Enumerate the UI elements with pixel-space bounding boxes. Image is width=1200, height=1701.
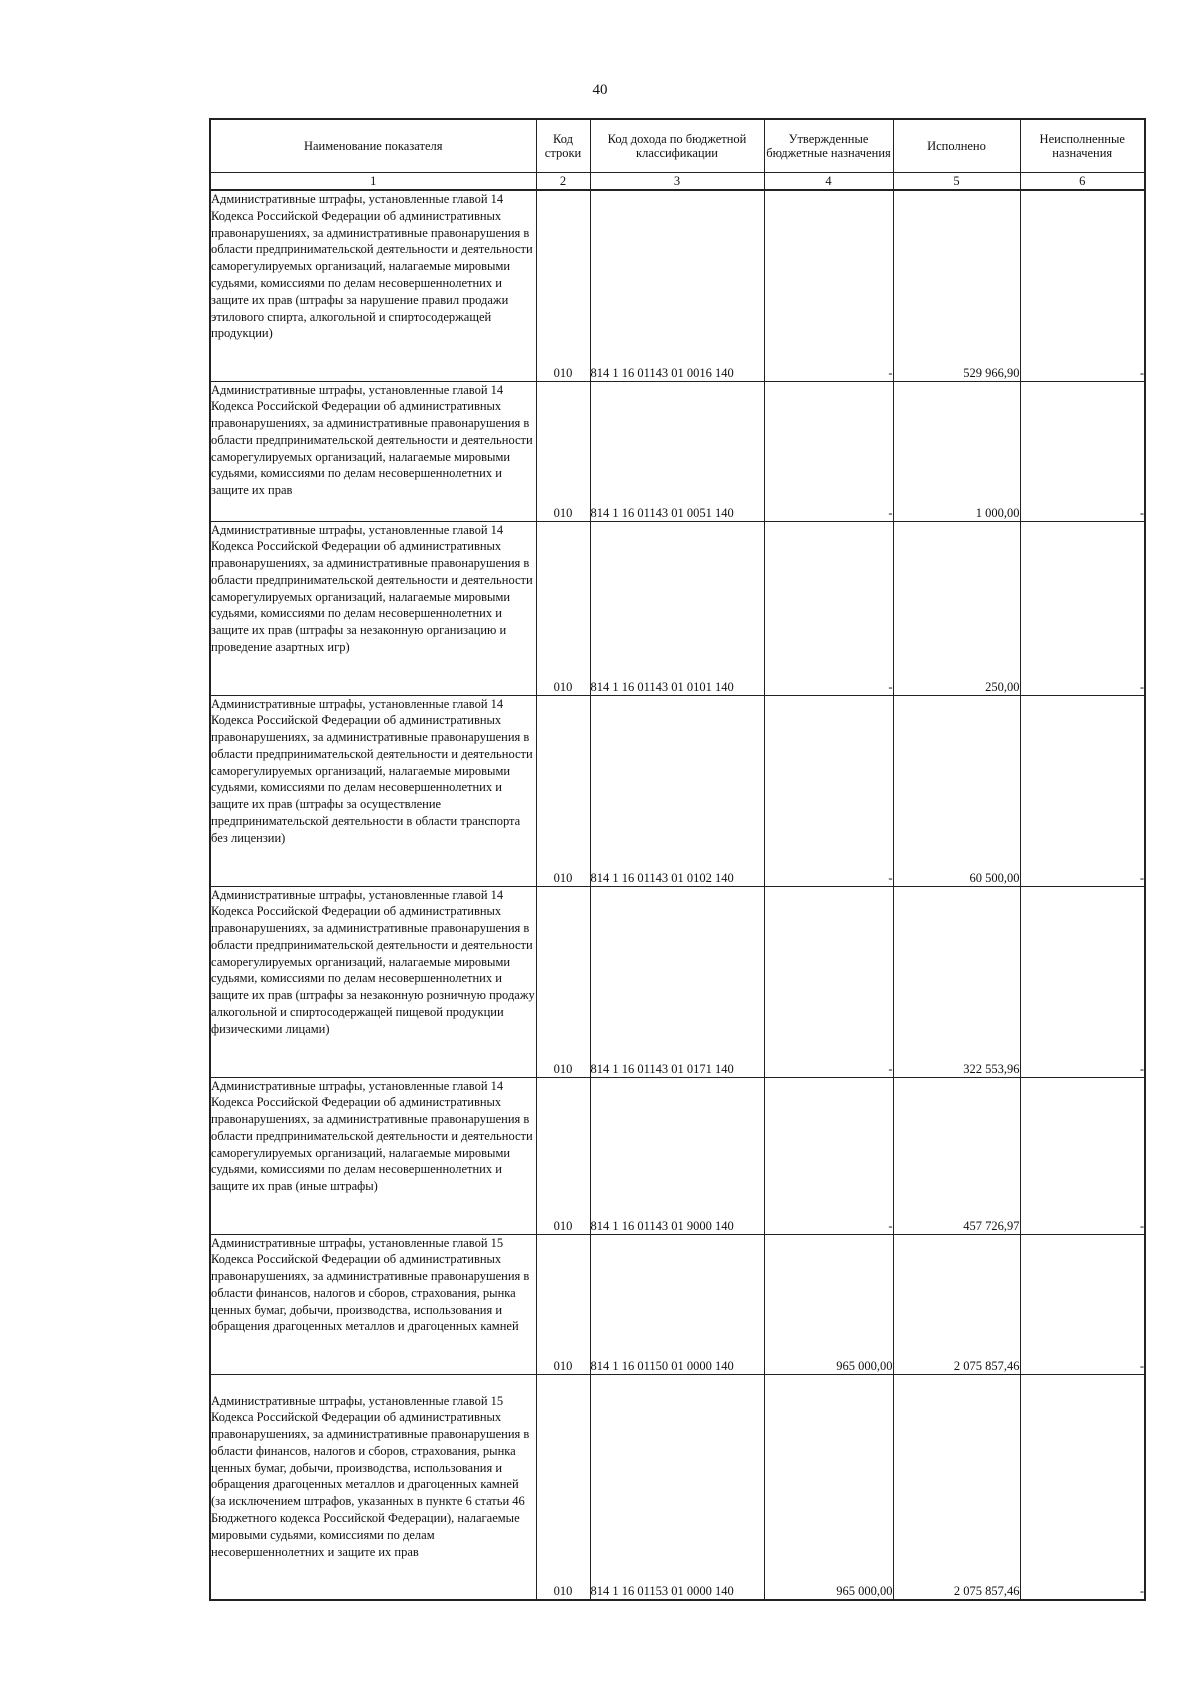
unexecuted-value: - bbox=[1020, 381, 1145, 521]
executed-value: 529 966,90 bbox=[893, 190, 1020, 381]
income-code: 814 1 16 01150 01 0000 140 bbox=[590, 1234, 764, 1374]
line-code: 010 bbox=[536, 381, 590, 521]
indicator-name: Административные штрафы, установленные главой 14 Кодекса Российской Федерации об административных правонарушениях, за административные правонарушения в области предпринимательской деятельности и деятельности саморегулируемых организаций, налагаемые мировыми судьями, комиссиями по делам несовершеннолетних и защите их прав (штрафы за незаконную организацию и проведение азартных игр) bbox=[210, 521, 536, 695]
table-row bbox=[210, 521, 1145, 695]
column-number: 3 bbox=[590, 173, 764, 191]
header-approved: Утвержденные бюджетные назначения bbox=[764, 119, 893, 173]
income-code: 814 1 16 01143 01 0171 140 bbox=[590, 886, 764, 1077]
column-number: 6 bbox=[1020, 173, 1145, 191]
line-code: 010 bbox=[536, 1077, 590, 1234]
table-row bbox=[210, 381, 1145, 521]
indicator-name: Административные штрафы, установленные главой 14 Кодекса Российской Федерации об административных правонарушениях, за административные правонарушения в области предпринимательской деятельности и деятельности саморегулируемых организаций, налагаемые мировыми судьями, комиссиями по делам несовершеннолетних и защите их прав (штрафы за нарушение правил продажи этилового спирта, алкогольной и спиртосодержащей продукции) bbox=[210, 190, 536, 381]
page-number: 40 bbox=[592, 82, 608, 98]
unexecuted-value: - bbox=[1020, 1234, 1145, 1374]
executed-value: 2 075 857,46 bbox=[893, 1234, 1020, 1374]
unexecuted-value: - bbox=[1020, 521, 1145, 695]
executed-value: 1 000,00 bbox=[893, 381, 1020, 521]
income-code: 814 1 16 01143 01 0101 140 bbox=[590, 521, 764, 695]
table-row bbox=[210, 1077, 1145, 1234]
line-code: 010 bbox=[536, 695, 590, 886]
line-code: 010 bbox=[536, 1374, 590, 1600]
indicator-name: Административные штрафы, установленные главой 14 Кодекса Российской Федерации об административных правонарушениях, за административные правонарушения в области предпринимательской деятельности и деятельности саморегулируемых организаций, налагаемые мировыми судьями, комиссиями по делам несовершеннолетних и защите их прав (иные штрафы) bbox=[210, 1077, 536, 1234]
indicator-name: Административные штрафы, установленные главой 14 Кодекса Российской Федерации об административных правонарушениях, за административные правонарушения в области предпринимательской деятельности и деятельности саморегулируемых организаций, налагаемые мировыми судьями, комиссиями по делам несовершеннолетних и защите их прав (штрафы за незаконную розничную продажу алкогольной и спиртосодержащей пищевой продукции физическими лицами) bbox=[210, 886, 536, 1077]
approved-value: 965 000,00 bbox=[764, 1374, 893, 1600]
column-numbers-row bbox=[210, 173, 1145, 191]
header-income-code: Код дохода по бюджетной классификации bbox=[590, 119, 764, 173]
table-row bbox=[210, 190, 1145, 381]
approved-value: - bbox=[764, 381, 893, 521]
line-code: 010 bbox=[536, 521, 590, 695]
column-number: 4 bbox=[764, 173, 893, 191]
income-code: 814 1 16 01153 01 0000 140 bbox=[590, 1374, 764, 1600]
executed-value: 457 726,97 bbox=[893, 1077, 1020, 1234]
table-row bbox=[210, 1234, 1145, 1374]
table-row bbox=[210, 886, 1145, 1077]
report-table bbox=[209, 118, 1146, 1601]
unexecuted-value: - bbox=[1020, 1374, 1145, 1600]
indicator-name: Административные штрафы, установленные главой 14 Кодекса Российской Федерации об административных правонарушениях, за административные правонарушения в области предпринимательской деятельности и деятельности саморегулируемых организаций, налагаемые мировыми судьями, комиссиями по делам несовершеннолетних и защите их прав bbox=[210, 381, 536, 521]
unexecuted-value: - bbox=[1020, 886, 1145, 1077]
approved-value: - bbox=[764, 521, 893, 695]
indicator-name: Административные штрафы, установленные главой 14 Кодекса Российской Федерации об административных правонарушениях, за административные правонарушения в области предпринимательской деятельности и деятельности саморегулируемых организаций, налагаемые мировыми судьями, комиссиями по делам несовершеннолетних и защите их прав (штрафы за осуществление предпринимательской деятельности в области транспорта без лицензии) bbox=[210, 695, 536, 886]
column-number: 5 bbox=[893, 173, 1020, 191]
executed-value: 2 075 857,46 bbox=[893, 1374, 1020, 1600]
header-unexecuted: Неисполненные назначения bbox=[1020, 119, 1145, 173]
unexecuted-value: - bbox=[1020, 695, 1145, 886]
income-code: 814 1 16 01143 01 9000 140 bbox=[590, 1077, 764, 1234]
executed-value: 322 553,96 bbox=[893, 886, 1020, 1077]
column-number: 2 bbox=[536, 173, 590, 191]
income-code: 814 1 16 01143 01 0102 140 bbox=[590, 695, 764, 886]
approved-value: - bbox=[764, 1077, 893, 1234]
income-code: 814 1 16 01143 01 0051 140 bbox=[590, 381, 764, 521]
table-row bbox=[210, 1374, 1145, 1600]
line-code: 010 bbox=[536, 190, 590, 381]
unexecuted-value: - bbox=[1020, 1077, 1145, 1234]
approved-value: - bbox=[764, 695, 893, 886]
approved-value: 965 000,00 bbox=[764, 1234, 893, 1374]
line-code: 010 bbox=[536, 886, 590, 1077]
executed-value: 60 500,00 bbox=[893, 695, 1020, 886]
header-line-code: Код строки bbox=[536, 119, 590, 173]
executed-value: 250,00 bbox=[893, 521, 1020, 695]
table-header bbox=[210, 119, 1145, 190]
approved-value: - bbox=[764, 886, 893, 1077]
table-body bbox=[210, 190, 1145, 1600]
header-executed: Исполнено bbox=[893, 119, 1020, 173]
column-number: 1 bbox=[210, 173, 536, 191]
income-code: 814 1 16 01143 01 0016 140 bbox=[590, 190, 764, 381]
indicator-name: Административные штрафы, установленные главой 15 Кодекса Российской Федерации об административных правонарушениях, за административные правонарушения в области финансов, налогов и сборов, страхования, рынка ценных бумаг, добычи, производства, использования и обращения драгоценных металлов и драгоценных камней bbox=[210, 1234, 536, 1374]
line-code: 010 bbox=[536, 1234, 590, 1374]
header-name: Наименование показателя bbox=[210, 119, 536, 173]
approved-value: - bbox=[764, 190, 893, 381]
indicator-name: Административные штрафы, установленные главой 15 Кодекса Российской Федерации об административных правонарушениях, за административные правонарушения в области финансов, налогов и сборов, страхования, рынка ценных бумаг, добычи, производства, использования и обращения драгоценных металлов и драгоценных камней (за исключением штрафов, указанных в пункте 6 статьи 46 Бюджетного кодекса Российской Федерации), налагаемые мировыми судьями, комиссиями по делам несовершеннолетних и защите их прав bbox=[210, 1374, 536, 1600]
table-row bbox=[210, 695, 1145, 886]
unexecuted-value: - bbox=[1020, 190, 1145, 381]
